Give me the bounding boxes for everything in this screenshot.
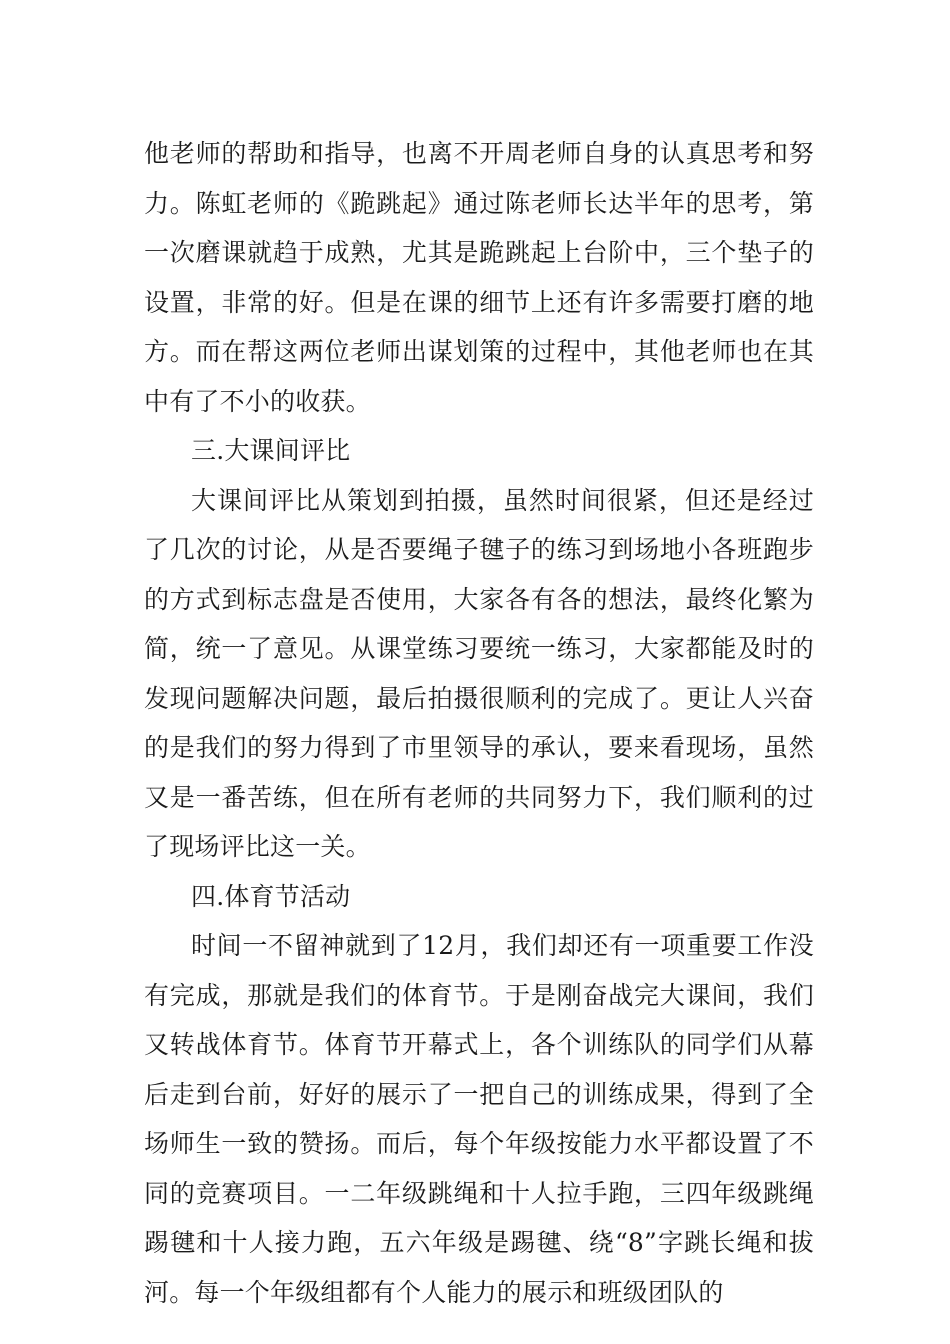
- section-heading-3: 三.大课间评比: [191, 436, 351, 465]
- paragraph-continuation: 他老师的帮助和指导，也离不开周老师自身的认真思考和努力。陈虹老师的《跪跳起》通过陈老师长达半年的思考，第一次磨课就趋于成熟，尤其是跪跳起上台阶中，三个垫子的设置，非常的好。但是在课的细节上还有许多需要打磨的地方。而在帮这两位老师出谋划策的过程中，其他老师也在其中有了不小的收获。: [144, 139, 814, 416]
- paragraph-sports-festival: 时间一不留神就到了12月，我们却还有一项重要工作没有完成，那就是我们的体育节。于是刚奋战完大课间，我们又转战体育节。体育节开幕式上，各个训练队的同学们从幕后走到台前，好好的展示了一把自己的训练成果，得到了全场师生一致的赞扬。而后，每个年级按能力水平都设置了不同的竞赛项目。一二年级跳绳和十人拉手跑，三四年级跳绳踢毽和十人接力跑，五六年级是踢毽、绕“8”字跳长绳和拔河。每一个年级组都有个人能力的展示和班级团队的: [144, 931, 814, 1307]
- document-body: [144, 129, 814, 1317]
- paragraph-assembly-evaluation: 大课间评比从策划到拍摄，虽然时间很紧，但还是经过了几次的讨论，从是否要绳子毽子的练习到场地小各班跑步的方式到标志盘是否使用，大家各有各的想法，最终化繁为简，统一了意见。从课堂练习要统一练习，大家都能及时的发现问题解决问题，最后拍摄很顺利的完成了。更让人兴奋的是我们的努力得到了市里领导的承认，要来看现场，虽然又是一番苦练，但在所有老师的共同努力下，我们顺利的过了现场评比这一关。: [144, 485, 814, 861]
- section-heading-4: 四.体育节活动: [191, 881, 351, 911]
